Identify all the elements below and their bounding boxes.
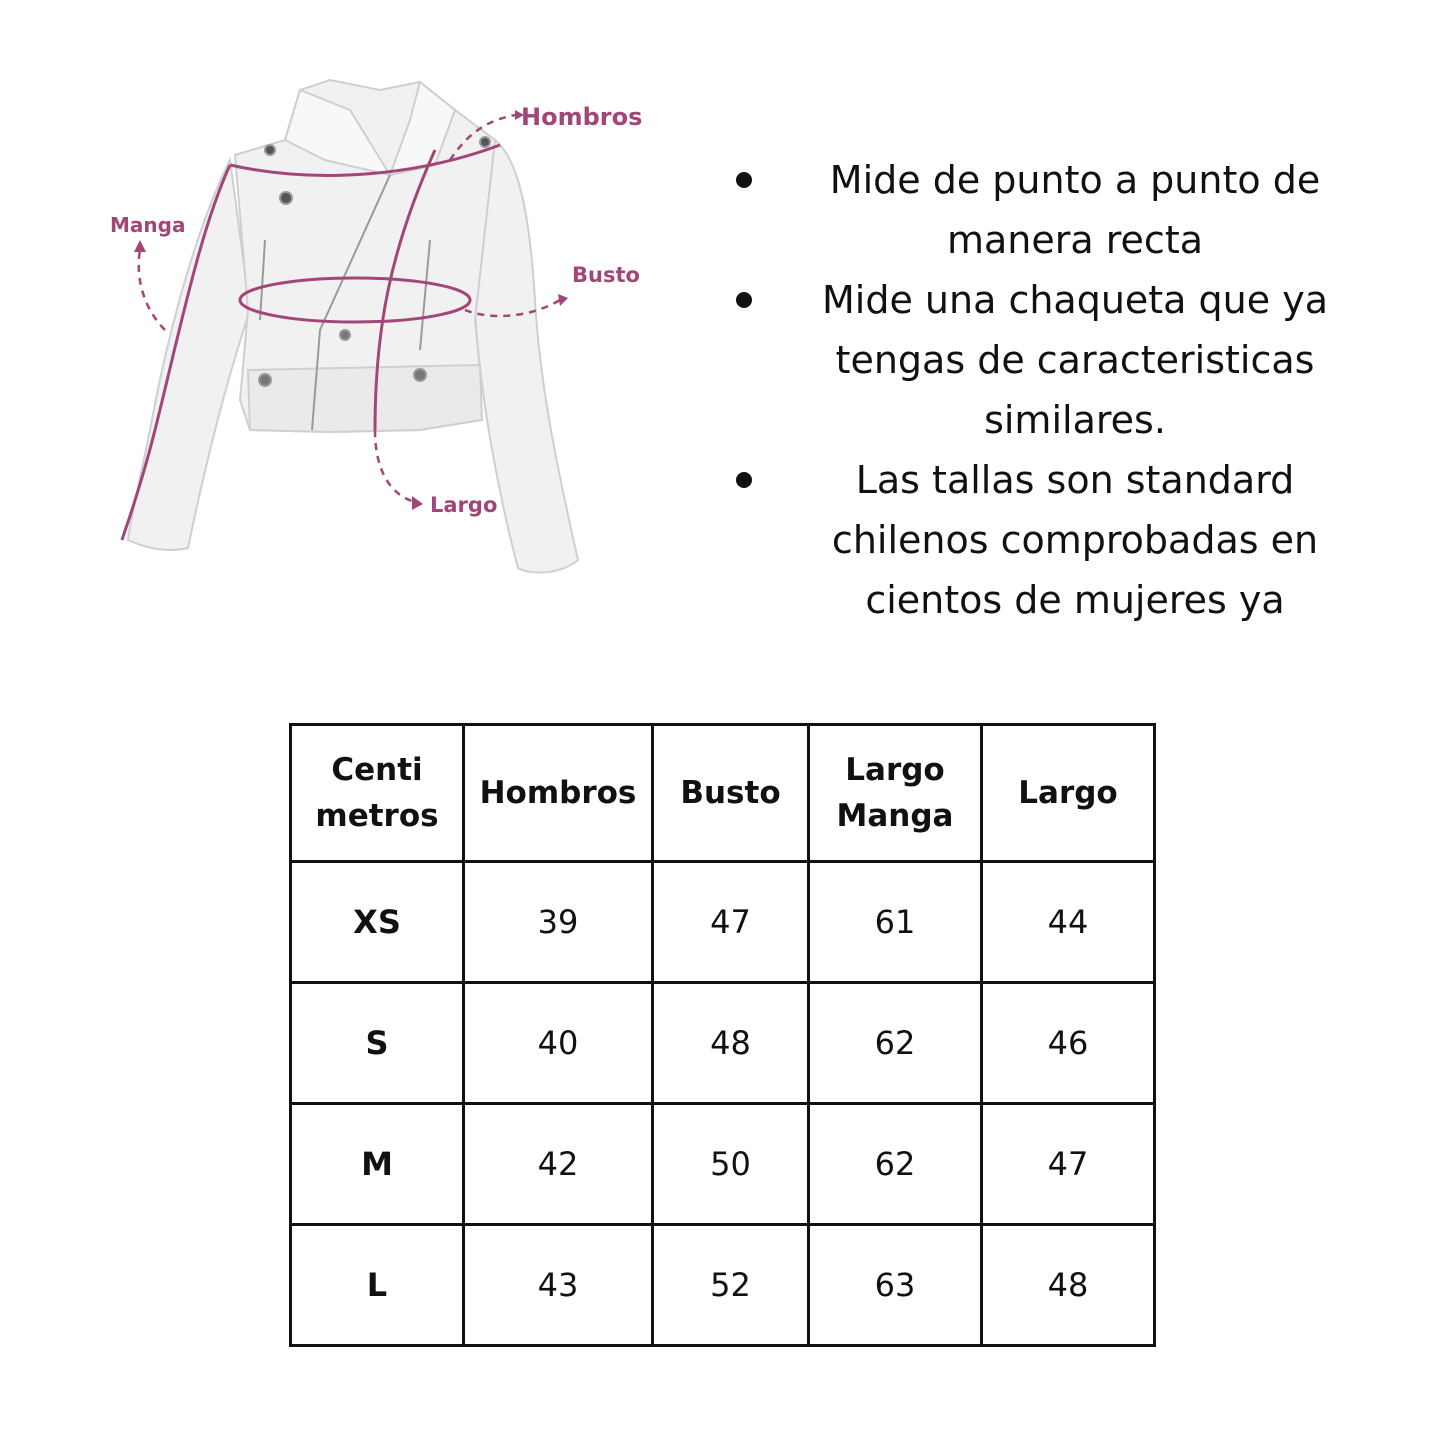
- size-cell: M: [291, 1104, 464, 1225]
- header-sleeve: [809, 725, 982, 862]
- sleeve-cell: 62: [809, 1104, 982, 1225]
- instructions-list: [720, 150, 1420, 630]
- instruction-text: Mide de punto a punto de manera recta: [829, 158, 1321, 262]
- shoulders-cell: 43: [464, 1225, 653, 1346]
- size-cell: S: [291, 983, 464, 1104]
- header-sleeve-line1: Largo: [845, 752, 945, 788]
- busto-label: Busto: [572, 263, 640, 287]
- length-cell: 47: [982, 1104, 1155, 1225]
- instruction-item: [720, 150, 1420, 270]
- manga-label: Manga: [110, 213, 186, 237]
- size-cell: XS: [291, 862, 464, 983]
- jacket-diagram: [90, 70, 660, 610]
- table-row: [291, 983, 1155, 1104]
- bullet-dot-icon: [736, 292, 752, 308]
- largo-label: Largo: [430, 493, 498, 517]
- instruction-text: Las tallas son standard chilenos comprobadas en cientos de mujeres ya: [831, 458, 1319, 622]
- bullet-dot-icon: [736, 472, 752, 488]
- size-cell: L: [291, 1225, 464, 1346]
- header-bust: Busto: [653, 725, 809, 862]
- bust-cell: 50: [653, 1104, 809, 1225]
- hombros-label: Hombros: [521, 103, 643, 131]
- header-unit: [291, 725, 464, 862]
- header-shoulders: Hombros: [464, 725, 653, 862]
- sleeve-cell: 62: [809, 983, 982, 1104]
- jacket-icon: [128, 80, 578, 573]
- header-length: Largo: [982, 725, 1155, 862]
- header-unit-line1: Centi: [331, 752, 423, 788]
- header-unit-line2: metros: [315, 798, 439, 834]
- shoulders-cell: 40: [464, 983, 653, 1104]
- length-cell: 46: [982, 983, 1155, 1104]
- length-cell: 44: [982, 862, 1155, 983]
- sleeve-cell: 63: [809, 1225, 982, 1346]
- bust-cell: 48: [653, 983, 809, 1104]
- instruction-text: Mide una chaqueta que ya tengas de caracteristicas similares.: [821, 278, 1328, 442]
- size-table: [289, 723, 1156, 1347]
- table-row: [291, 862, 1155, 983]
- bullet-dot-icon: [736, 172, 752, 188]
- bust-cell: 52: [653, 1225, 809, 1346]
- table-row: [291, 1104, 1155, 1225]
- bust-cell: 47: [653, 862, 809, 983]
- instruction-item: [720, 450, 1420, 630]
- header-sleeve-line2: Manga: [836, 798, 954, 834]
- shoulders-cell: 39: [464, 862, 653, 983]
- jacket-measurement-illustration: [90, 70, 660, 610]
- instruction-item: [720, 270, 1420, 450]
- shoulders-cell: 42: [464, 1104, 653, 1225]
- sleeve-cell: 61: [809, 862, 982, 983]
- length-cell: 48: [982, 1225, 1155, 1346]
- table-header-row: [291, 725, 1155, 862]
- table-row: [291, 1225, 1155, 1346]
